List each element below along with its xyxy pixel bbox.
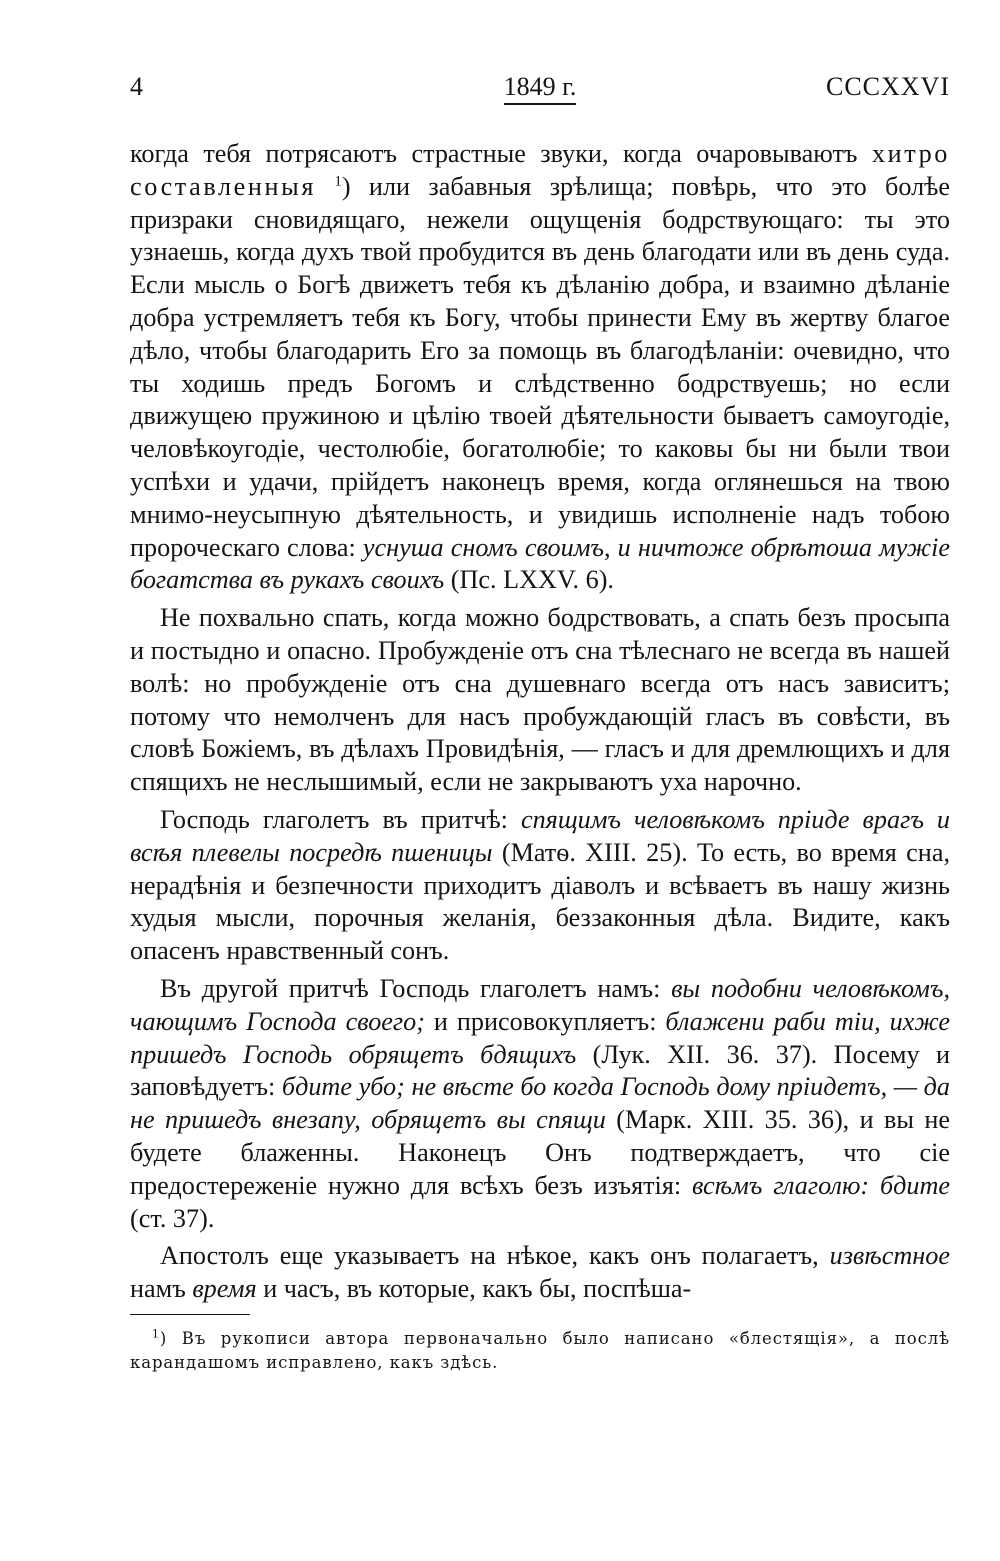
p5-text-c: намъ [130,1274,186,1304]
p2-text: Не похвально спать, когда можно бодрствовать, а спать безъ просыпа и постыдно и опасно. Пробужденіе отъ сна тѣлеснаго не всегда въ нашей волѣ: но пробужденіе отъ сна душевнаго всегда отъ насъ зависитъ; потому что немолченъ для насъ пробуждающій гласъ въ совѣсти, въ словѣ Божіемъ, въ дѣлахъ Провидѣнія, — гласъ и для дремлющихъ и для спящихъ не неслышимый, если не закрываютъ уха нарочно. [130,603,950,797]
page-number: 4 [130,72,143,101]
p3-quote: спящимъ человѣкомъ пріиде врагъ и всѣя плевелы посредѣ пшеницы [130,804,951,867]
p4-quote-4: всѣмъ глаголю: бдите [691,1170,951,1200]
paragraph-2 [130,602,950,799]
p3-text-a: Господь глаголетъ въ притчѣ: [160,804,508,834]
footnote-marker: 1 [334,173,342,190]
paragraph-1 [130,138,950,597]
footnote-rule [130,1314,250,1315]
p4-text-c: и присовокупляетъ: [433,1006,657,1036]
p3-text-c: (Матѳ. XIII. 25). То есть, во время сна, нерадѣнія и безпечности приходитъ діаволъ и всѣваетъ въ нашу жизнь худыя мысли, порочныя желанія, беззаконныя дѣла. Видите, какъ опасенъ нравственный сонъ. [130,837,950,966]
p4-quote-1: вы подобни человѣкомъ, чающимъ Господа своего; [130,973,951,1036]
p1-quote: уснуша сномъ своимъ, и ничтоже обрѣтоша мужіе богатства въ рукахъ своихъ [130,532,950,595]
book-page [130,72,950,1375]
footnote-number: 1 [152,1327,160,1341]
footnote-text: ) Въ рукописи автора первоначально было написано «блестящія», а послѣ карандашомъ исправлено, какъ здѣсь. [130,1328,950,1372]
p4-text-g: (Марк. XIII. 35. 36), и вы не будете блаженны. Наконецъ Онъ подтверждаетъ, что сіе предостереженіе нужно для всѣхъ безъ изъятія: [130,1105,950,1200]
p5-text-a: Апостолъ еще указываетъ на нѣкое, какъ онъ полагаетъ, [160,1241,819,1271]
p5-text-e: и часъ, въ которые, какъ бы, поспѣша- [263,1274,692,1304]
p4-quote-2: блажени раби тіи, ихже пришедъ Господь обрящетъ бдящихъ [130,1006,950,1069]
p4-text-e: (Лук. XII. 36. 37). Посему и заповѣдуетъ: [130,1039,951,1102]
running-header [130,72,950,112]
footnote [130,1327,950,1375]
body-text [130,138,950,1306]
p4-quote-3: бдите убо; не вѣсте бо когда Господь дому пріидетъ, — да не пришедъ внезапу, обрящетъ вы спящи [130,1072,951,1135]
p4-text-i: (ст. 37). [130,1203,215,1233]
p1-text-c: ) или забавныя зрѣлища; повѣрь, что это болѣе призраки сновидящаго, нежели ощущенія бодрствующаго: ты это узнаешь, когда духъ твой пробудится въ день благодати или въ день суда. Если мысль о Богѣ движетъ тебя къ дѣланію добра, и взаимно дѣланіе добра устремляетъ тебя къ Богу, чтобы принести Ему въ жертву благое дѣло, чтобы благодарить Его за помощь въ благодѣланіи: очевидно, что ты ходишь предъ Богомъ и слѣдственно бодрствуешь; но если движущею пружиною и цѣлію твоей дѣятельности бываетъ самоугодіе, человѣкоугодіе, честолюбіе, богатолюбіе; то каковы бы ни были твои успѣхи и удачи, прійдетъ наконецъ время, когда оглянешься на твою мнимо-неусыпную дѣятельность, и увидишь исполненіе надъ тобою пророческаго слова: [130,171,951,562]
paragraph-4 [130,973,950,1235]
paragraph-5 [130,1240,950,1306]
paragraph-3 [130,804,950,968]
p1-text-a: когда тебя потрясаютъ страстные звуки, когда очаровываютъ [130,139,858,168]
p5-italic-1: извѣстное [829,1241,951,1271]
year-label: 1849 г. [504,72,577,105]
p4-text-a: Въ другой притчѣ Господь глаголетъ намъ: [160,973,661,1003]
letter-number: CCCXXVI [825,72,950,101]
p1-spaced-text: хитро составленныя [130,139,950,201]
p5-italic-2: время [192,1274,257,1304]
p1-reference: (Пс. LXXV. 6). [450,565,614,595]
